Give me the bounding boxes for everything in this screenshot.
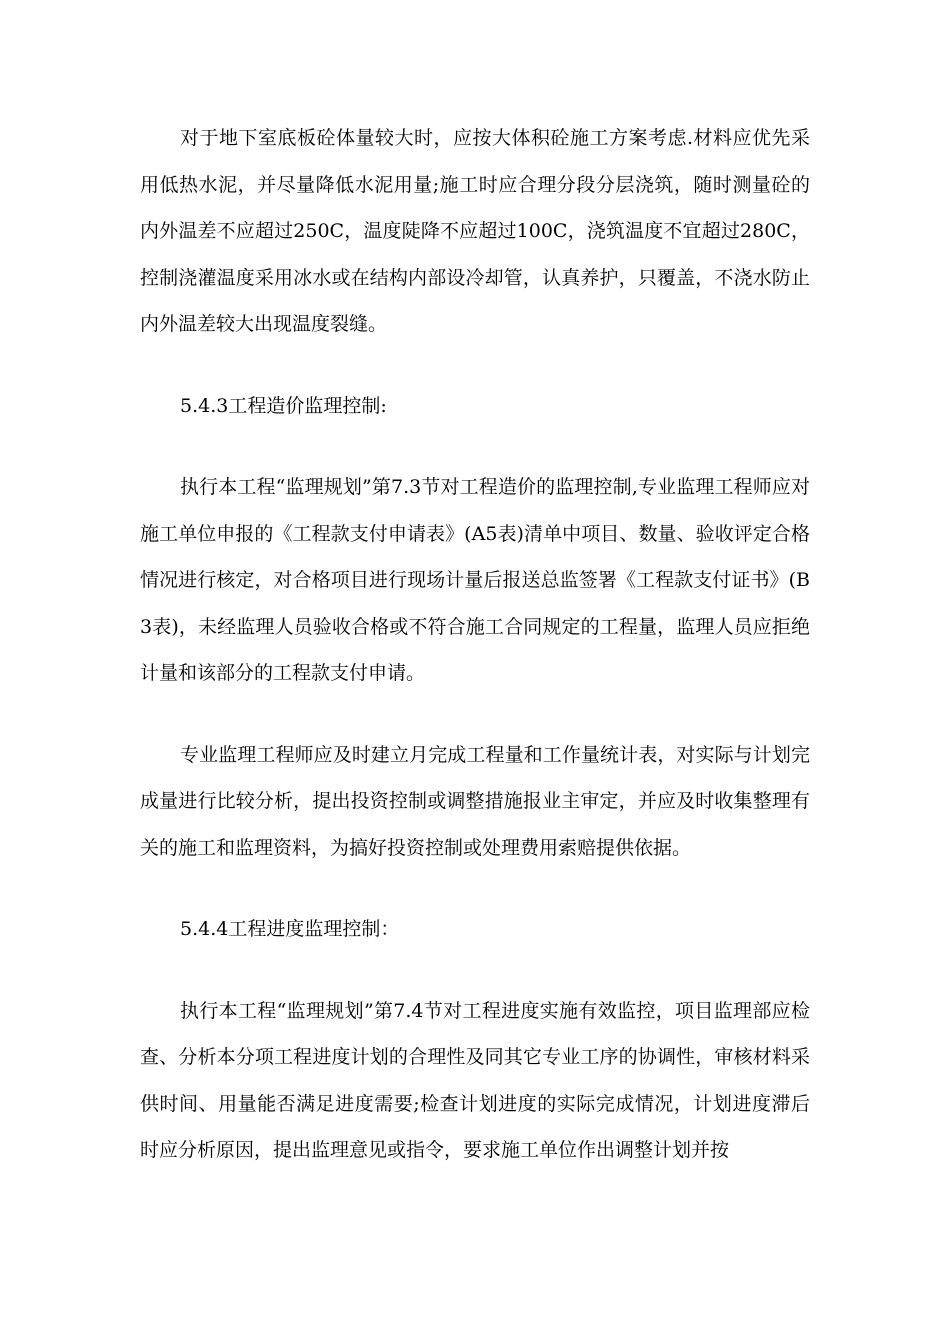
paragraph-mass-concrete: 对于地下室底板砼体量较大时，应按大体积砼施工方案考虑.材料应优先采用低热水泥，并尽量降低水泥用量;施工时应合理分段分层浇筑，随时测量砼的内外温差不应超过250C，温度陡降不应超过100C，浇筑温度不宜超过280C，控制浇灌温度采用冰水或在结构内部设冷却管，认真养护，只覆盖，不浇水防止内外温差较大出现温度裂缝。: [140, 127, 810, 335]
paragraph-gap: [140, 953, 810, 988]
paragraph-statistics: 专业监理工程师应及时建立月完成工程量和工作量统计表，对实际与计划完成量进行比较分析，提出投资控制或调整措施报业主审定，并应及时收集整理有关的施工和监理资料，为搞好投资控制或处理费用索赔提供依据。: [140, 743, 810, 859]
document-body: [140, 115, 810, 1174]
paragraph-gap: [140, 871, 810, 906]
paragraph-gap: [140, 429, 810, 464]
section-heading-schedule-control: 5.4.4工程进度监理控制：: [180, 918, 400, 940]
paragraph-cost-control: 执行本工程“监理规划”第7.3节对工程造价的监理控制,专业监理工程师应对施工单位申报的《工程款支付申请表》(A5表)清单中项目、数量、验收评定合格情况进行核定，对合格项目进行现场计量后报送总监签署《工程款支付证书》(B3表)，未经监理人员验收合格或不符合施工合同规定的工程量，监理人员应拒绝计量和该部分的工程款支付申请。: [140, 476, 810, 684]
section-heading-cost-control: 5.4.3工程造价监理控制:: [180, 394, 387, 417]
paragraph-gap: [140, 697, 810, 732]
paragraph-schedule-control: 执行本工程“监理规划”第7.4节对工程进度实施有效监控，项目监理部应检查、分析本分项工程进度计划的合理性及同其它专业工序的协调性，审核材料采供时间、用量能否满足进度需要;检查计划进度的实际完成情况，计划进度滞后时应分析原因，提出监理意见或指令，要求施工单位作出调整计划并按: [140, 999, 810, 1161]
paragraph-gap: [140, 348, 810, 383]
